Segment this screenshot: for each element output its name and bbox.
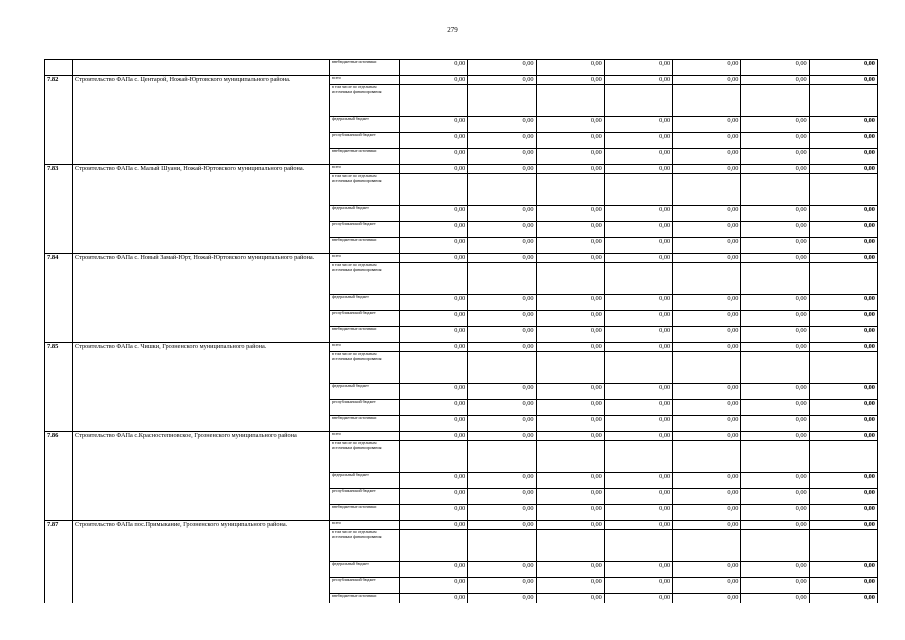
value-cell: 0,00 xyxy=(468,222,536,238)
value-cell xyxy=(536,441,604,473)
item-number: 7.86 xyxy=(45,432,73,521)
value-cell: 0,00 xyxy=(536,327,604,343)
value-cell: 0,00 xyxy=(741,206,809,222)
value-cell: 0,00 xyxy=(604,311,672,327)
value-cell: 0,00 xyxy=(468,165,536,174)
value-cell: 0,00 xyxy=(400,254,468,263)
item-number: 7.82 xyxy=(45,76,73,165)
value-cell: 0,00 xyxy=(673,222,741,238)
value-cell: 0,00 xyxy=(400,473,468,489)
value-cell: 0,00 xyxy=(400,311,468,327)
value-cell: 0,00 xyxy=(741,149,809,165)
value-cell: 0,00 xyxy=(400,222,468,238)
value-cell: 0,00 xyxy=(468,254,536,263)
source-label: внебюджетные источники xyxy=(330,505,400,521)
value-cell: 0,00 xyxy=(741,521,809,530)
value-cell: 0,00 xyxy=(741,594,809,610)
source-label: внебюджетные источники xyxy=(330,149,400,165)
source-label: в том числе по отдельным источникам финансирования xyxy=(330,441,400,473)
value-cell: 0,00 xyxy=(809,562,877,578)
value-cell xyxy=(673,263,741,295)
value-cell: 0,00 xyxy=(400,505,468,521)
value-cell: 0,00 xyxy=(809,594,877,610)
value-cell: 0,00 xyxy=(468,76,536,85)
source-label: внебюджетные источники xyxy=(330,327,400,343)
value-cell xyxy=(741,352,809,384)
value-cell: 0,00 xyxy=(673,238,741,254)
value-cell xyxy=(604,441,672,473)
value-cell: 0,00 xyxy=(741,432,809,441)
source-label: республиканский бюджет xyxy=(330,133,400,149)
value-cell xyxy=(468,530,536,562)
value-cell: 0,00 xyxy=(468,206,536,222)
value-cell: 0,00 xyxy=(741,222,809,238)
value-cell: 0,00 xyxy=(673,489,741,505)
value-cell: 0,00 xyxy=(741,473,809,489)
value-cell: 0,00 xyxy=(673,416,741,432)
value-cell: 0,00 xyxy=(809,149,877,165)
item-number: 7.84 xyxy=(45,254,73,343)
value-cell: 0,00 xyxy=(536,562,604,578)
source-label: всего xyxy=(330,343,400,352)
value-cell xyxy=(741,441,809,473)
value-cell xyxy=(809,85,877,117)
value-cell: 0,00 xyxy=(741,117,809,133)
value-cell: 0,00 xyxy=(741,165,809,174)
value-cell: 0,00 xyxy=(809,521,877,530)
value-cell: 0,00 xyxy=(673,254,741,263)
table-row xyxy=(45,76,878,85)
value-cell: 0,00 xyxy=(536,578,604,594)
value-cell: 0,00 xyxy=(400,165,468,174)
source-label: всего xyxy=(330,521,400,530)
value-cell: 0,00 xyxy=(673,432,741,441)
source-label: всего xyxy=(330,165,400,174)
value-cell: 0,00 xyxy=(673,165,741,174)
value-cell: 0,00 xyxy=(673,562,741,578)
value-cell: 0,00 xyxy=(809,327,877,343)
value-cell xyxy=(604,174,672,206)
value-cell: 0,00 xyxy=(673,521,741,530)
value-cell: 0,00 xyxy=(400,343,468,352)
value-cell: 0,00 xyxy=(536,295,604,311)
value-cell: 0,00 xyxy=(468,327,536,343)
value-cell: 0,00 xyxy=(468,149,536,165)
source-label: республиканский бюджет xyxy=(330,489,400,505)
value-cell xyxy=(741,263,809,295)
value-cell: 0,00 xyxy=(604,206,672,222)
value-cell: 0,00 xyxy=(604,327,672,343)
source-label: федеральный бюджет xyxy=(330,117,400,133)
source-label: республиканский бюджет xyxy=(330,311,400,327)
source-label: в том числе по отдельным источникам финансирования xyxy=(330,263,400,295)
value-cell xyxy=(604,263,672,295)
value-cell: 0,00 xyxy=(604,343,672,352)
value-cell: 0,00 xyxy=(604,562,672,578)
value-cell: 0,00 xyxy=(400,578,468,594)
value-cell: 0,00 xyxy=(400,76,468,85)
value-cell: 0,00 xyxy=(400,384,468,400)
value-cell: 0,00 xyxy=(673,578,741,594)
value-cell xyxy=(673,352,741,384)
value-cell: 0,00 xyxy=(809,254,877,263)
value-cell xyxy=(468,174,536,206)
value-cell: 0,00 xyxy=(468,432,536,441)
value-cell: 0,00 xyxy=(468,295,536,311)
value-cell: 0,00 xyxy=(604,400,672,416)
value-cell: 0,00 xyxy=(741,295,809,311)
value-cell: 0,00 xyxy=(604,165,672,174)
value-cell: 0,00 xyxy=(536,311,604,327)
value-cell xyxy=(536,352,604,384)
source-label: всего xyxy=(330,76,400,85)
value-cell: 0,00 xyxy=(400,149,468,165)
item-name-cell xyxy=(73,60,330,76)
table-body xyxy=(45,60,878,610)
value-cell: 0,00 xyxy=(604,384,672,400)
value-cell: 0,00 xyxy=(673,206,741,222)
value-cell: 0,00 xyxy=(400,521,468,530)
value-cell: 0,00 xyxy=(400,295,468,311)
value-cell: 0,00 xyxy=(741,76,809,85)
table-row xyxy=(45,165,878,174)
value-cell: 0,00 xyxy=(400,60,468,76)
value-cell: 0,00 xyxy=(741,238,809,254)
value-cell xyxy=(673,530,741,562)
value-cell: 0,00 xyxy=(809,295,877,311)
value-cell: 0,00 xyxy=(536,117,604,133)
value-cell: 0,00 xyxy=(536,384,604,400)
value-cell xyxy=(809,441,877,473)
value-cell: 0,00 xyxy=(468,343,536,352)
value-cell: 0,00 xyxy=(536,521,604,530)
value-cell: 0,00 xyxy=(809,416,877,432)
value-cell: 0,00 xyxy=(400,238,468,254)
value-cell: 0,00 xyxy=(536,165,604,174)
value-cell: 0,00 xyxy=(536,432,604,441)
value-cell: 0,00 xyxy=(604,489,672,505)
value-cell xyxy=(604,352,672,384)
value-cell: 0,00 xyxy=(604,254,672,263)
value-cell: 0,00 xyxy=(400,117,468,133)
value-cell: 0,00 xyxy=(468,505,536,521)
value-cell xyxy=(809,530,877,562)
value-cell: 0,00 xyxy=(536,133,604,149)
value-cell: 0,00 xyxy=(741,578,809,594)
value-cell xyxy=(673,441,741,473)
value-cell: 0,00 xyxy=(673,343,741,352)
source-label: федеральный бюджет xyxy=(330,206,400,222)
value-cell: 0,00 xyxy=(673,295,741,311)
source-label: внебюджетные источники xyxy=(330,60,400,76)
value-cell: 0,00 xyxy=(673,311,741,327)
value-cell: 0,00 xyxy=(809,238,877,254)
value-cell: 0,00 xyxy=(809,222,877,238)
page-bottom-margin xyxy=(0,603,905,640)
item-number: 7.87 xyxy=(45,521,73,610)
item-name: Строительство ФАПа с. Новый Замай-Юрт, Ножай-Юртовского муниципального района. xyxy=(73,254,330,343)
value-cell: 0,00 xyxy=(604,594,672,610)
value-cell: 0,00 xyxy=(400,594,468,610)
value-cell: 0,00 xyxy=(604,117,672,133)
item-name: Строительство ФАПа с.Красностепновское, Грозненского муниципального района xyxy=(73,432,330,521)
value-cell: 0,00 xyxy=(468,60,536,76)
value-cell: 0,00 xyxy=(400,327,468,343)
value-cell: 0,00 xyxy=(536,222,604,238)
value-cell: 0,00 xyxy=(468,133,536,149)
value-cell xyxy=(673,85,741,117)
value-cell: 0,00 xyxy=(536,416,604,432)
value-cell xyxy=(673,174,741,206)
value-cell: 0,00 xyxy=(468,521,536,530)
value-cell: 0,00 xyxy=(468,384,536,400)
value-cell: 0,00 xyxy=(809,60,877,76)
value-cell: 0,00 xyxy=(673,505,741,521)
value-cell: 0,00 xyxy=(536,505,604,521)
value-cell xyxy=(741,85,809,117)
value-cell: 0,00 xyxy=(604,238,672,254)
value-cell xyxy=(809,263,877,295)
value-cell xyxy=(741,174,809,206)
table-row xyxy=(45,343,878,352)
value-cell xyxy=(536,530,604,562)
source-label: федеральный бюджет xyxy=(330,562,400,578)
source-label: внебюджетные источники xyxy=(330,238,400,254)
value-cell: 0,00 xyxy=(809,311,877,327)
value-cell: 0,00 xyxy=(809,343,877,352)
value-cell: 0,00 xyxy=(673,384,741,400)
value-cell xyxy=(809,352,877,384)
source-label: федеральный бюджет xyxy=(330,473,400,489)
value-cell: 0,00 xyxy=(604,578,672,594)
value-cell: 0,00 xyxy=(741,384,809,400)
value-cell xyxy=(536,85,604,117)
value-cell: 0,00 xyxy=(673,133,741,149)
value-cell: 0,00 xyxy=(673,117,741,133)
value-cell: 0,00 xyxy=(468,117,536,133)
source-label: в том числе по отдельным источникам финансирования xyxy=(330,85,400,117)
value-cell: 0,00 xyxy=(536,594,604,610)
value-cell xyxy=(400,352,468,384)
value-cell: 0,00 xyxy=(741,311,809,327)
value-cell: 0,00 xyxy=(468,238,536,254)
value-cell: 0,00 xyxy=(536,473,604,489)
item-number-cell xyxy=(45,60,73,76)
value-cell xyxy=(536,263,604,295)
item-name: Строительство ФАПа с. Малый Шуани, Ножай-Юртовского муниципального района. xyxy=(73,165,330,254)
value-cell: 0,00 xyxy=(809,384,877,400)
value-cell xyxy=(468,85,536,117)
value-cell: 0,00 xyxy=(400,562,468,578)
table-row xyxy=(45,432,878,441)
item-name: Строительство ФАПа с. Центарой, Ножай-Юртовского муниципального района. xyxy=(73,76,330,165)
value-cell xyxy=(468,441,536,473)
value-cell: 0,00 xyxy=(468,578,536,594)
value-cell xyxy=(400,85,468,117)
value-cell: 0,00 xyxy=(400,432,468,441)
value-cell xyxy=(604,530,672,562)
item-name: Строительство ФАПа пос.Примыкание, Грозненского муниципального района. xyxy=(73,521,330,610)
value-cell: 0,00 xyxy=(673,60,741,76)
source-label: в том числе по отдельным источникам финансирования xyxy=(330,352,400,384)
value-cell: 0,00 xyxy=(400,489,468,505)
value-cell: 0,00 xyxy=(809,400,877,416)
value-cell: 0,00 xyxy=(604,133,672,149)
value-cell: 0,00 xyxy=(468,562,536,578)
value-cell xyxy=(809,174,877,206)
value-cell: 0,00 xyxy=(604,149,672,165)
source-label: всего xyxy=(330,254,400,263)
value-cell: 0,00 xyxy=(468,473,536,489)
value-cell: 0,00 xyxy=(809,165,877,174)
value-cell xyxy=(400,263,468,295)
value-cell: 0,00 xyxy=(741,254,809,263)
source-label: в том числе по отдельным источникам финансирования xyxy=(330,530,400,562)
value-cell: 0,00 xyxy=(809,206,877,222)
value-cell: 0,00 xyxy=(741,416,809,432)
source-label: республиканский бюджет xyxy=(330,400,400,416)
value-cell xyxy=(536,174,604,206)
value-cell: 0,00 xyxy=(400,416,468,432)
value-cell: 0,00 xyxy=(673,473,741,489)
source-label: федеральный бюджет xyxy=(330,295,400,311)
value-cell xyxy=(468,263,536,295)
value-cell: 0,00 xyxy=(741,489,809,505)
source-label: в том числе по отдельным источникам финансирования xyxy=(330,174,400,206)
item-number: 7.83 xyxy=(45,165,73,254)
value-cell: 0,00 xyxy=(536,343,604,352)
value-cell: 0,00 xyxy=(400,400,468,416)
value-cell: 0,00 xyxy=(536,206,604,222)
value-cell: 0,00 xyxy=(536,254,604,263)
value-cell: 0,00 xyxy=(809,473,877,489)
source-label: республиканский бюджет xyxy=(330,222,400,238)
value-cell: 0,00 xyxy=(809,489,877,505)
value-cell: 0,00 xyxy=(604,416,672,432)
value-cell: 0,00 xyxy=(741,327,809,343)
value-cell: 0,00 xyxy=(536,149,604,165)
source-label: внебюджетные источники xyxy=(330,416,400,432)
source-label: всего xyxy=(330,432,400,441)
value-cell xyxy=(400,530,468,562)
value-cell: 0,00 xyxy=(673,327,741,343)
value-cell: 0,00 xyxy=(468,489,536,505)
source-label: республиканский бюджет xyxy=(330,578,400,594)
value-cell: 0,00 xyxy=(809,578,877,594)
value-cell: 0,00 xyxy=(536,400,604,416)
value-cell: 0,00 xyxy=(400,133,468,149)
value-cell: 0,00 xyxy=(673,149,741,165)
value-cell: 0,00 xyxy=(536,238,604,254)
value-cell: 0,00 xyxy=(536,76,604,85)
value-cell: 0,00 xyxy=(468,311,536,327)
value-cell: 0,00 xyxy=(809,117,877,133)
value-cell xyxy=(400,441,468,473)
table-row xyxy=(45,254,878,263)
value-cell: 0,00 xyxy=(400,206,468,222)
value-cell: 0,00 xyxy=(468,416,536,432)
value-cell: 0,00 xyxy=(536,60,604,76)
value-cell xyxy=(604,85,672,117)
page-number: 279 xyxy=(447,26,458,34)
value-cell xyxy=(741,530,809,562)
value-cell: 0,00 xyxy=(741,343,809,352)
value-cell: 0,00 xyxy=(536,489,604,505)
item-name: Строительство ФАПа с. Чишки, Грозненского муниципального района. xyxy=(73,343,330,432)
value-cell: 0,00 xyxy=(604,222,672,238)
value-cell: 0,00 xyxy=(809,133,877,149)
financing-table xyxy=(44,59,878,610)
item-number: 7.85 xyxy=(45,343,73,432)
value-cell: 0,00 xyxy=(604,76,672,85)
value-cell: 0,00 xyxy=(809,505,877,521)
value-cell: 0,00 xyxy=(741,505,809,521)
value-cell: 0,00 xyxy=(673,76,741,85)
value-cell: 0,00 xyxy=(673,594,741,610)
value-cell: 0,00 xyxy=(468,400,536,416)
value-cell: 0,00 xyxy=(604,295,672,311)
value-cell: 0,00 xyxy=(604,432,672,441)
value-cell: 0,00 xyxy=(604,521,672,530)
value-cell xyxy=(400,174,468,206)
value-cell: 0,00 xyxy=(741,60,809,76)
value-cell: 0,00 xyxy=(741,562,809,578)
value-cell: 0,00 xyxy=(741,133,809,149)
source-label: федеральный бюджет xyxy=(330,384,400,400)
table-row xyxy=(45,521,878,530)
value-cell: 0,00 xyxy=(809,76,877,85)
value-cell: 0,00 xyxy=(604,473,672,489)
value-cell: 0,00 xyxy=(809,432,877,441)
source-label: внебюджетные источники xyxy=(330,594,400,610)
value-cell: 0,00 xyxy=(673,400,741,416)
value-cell: 0,00 xyxy=(741,400,809,416)
value-cell: 0,00 xyxy=(468,594,536,610)
value-cell: 0,00 xyxy=(604,505,672,521)
table-row xyxy=(45,60,878,76)
value-cell: 0,00 xyxy=(604,60,672,76)
value-cell xyxy=(468,352,536,384)
